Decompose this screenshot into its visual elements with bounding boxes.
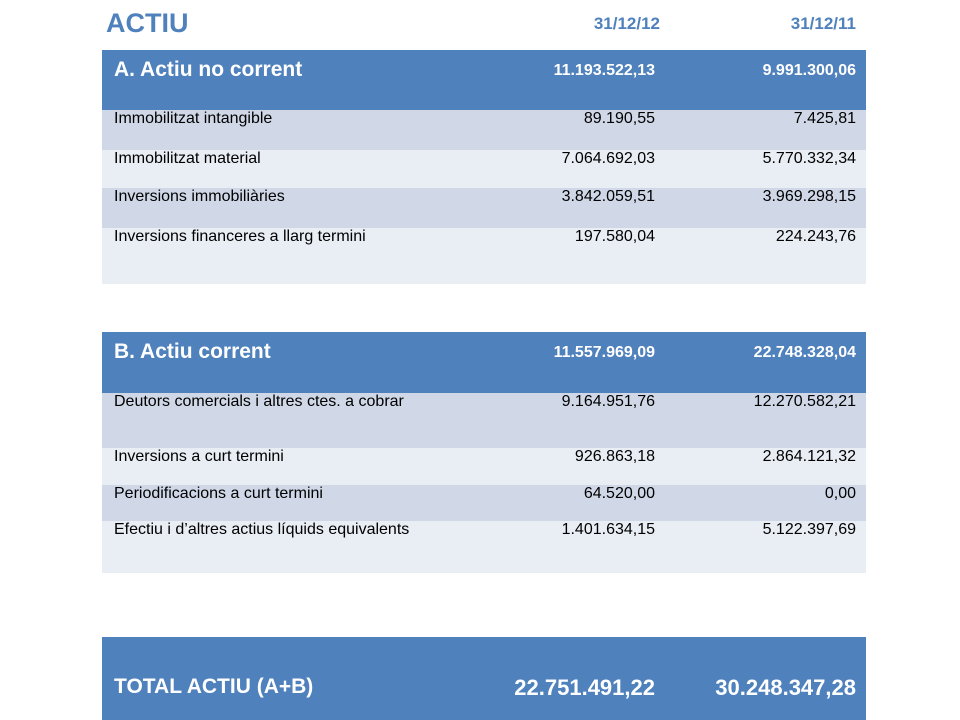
- row-current-value: 7.064.692,03: [505, 150, 665, 188]
- row-label: Periodificacions a curt termini: [102, 485, 505, 521]
- section-previous-value: 22.748.328,04: [665, 332, 866, 393]
- table-row: [102, 485, 866, 521]
- section-header-row: [102, 332, 866, 393]
- row-previous-value: 5.770.332,34: [665, 150, 866, 188]
- row-label: Efectiu i d’altres actius líquids equivalents: [102, 521, 505, 573]
- current-assets-table: [102, 332, 866, 573]
- column-header-current-date: 31/12/12: [593, 14, 660, 33]
- header-row: [0, 0, 960, 50]
- table-row: [102, 150, 866, 188]
- row-previous-value: 5.122.397,69: [665, 521, 866, 573]
- row-label: Immobilitzat intangible: [102, 110, 505, 150]
- section-current-value: 11.193.522,13: [505, 50, 665, 110]
- row-label: Inversions a curt termini: [102, 448, 505, 485]
- section-previous-value: 9.991.300,06: [665, 50, 866, 110]
- table-row: [102, 228, 866, 284]
- total-current-value: 22.751.491,22: [514, 675, 655, 700]
- table-row: [102, 393, 866, 448]
- row-current-value: 197.580,04: [505, 228, 665, 284]
- row-current-value: 64.520,00: [505, 485, 665, 521]
- total-assets-row: [102, 637, 866, 720]
- row-label: Inversions financeres a llarg termini: [102, 228, 505, 284]
- row-previous-value: 224.243,76: [665, 228, 866, 284]
- page-title: ACTIU: [106, 8, 189, 38]
- table-row: [102, 521, 866, 573]
- row-current-value: 9.164.951,76: [505, 393, 665, 448]
- row-previous-value: 7.425,81: [665, 110, 866, 150]
- row-label: Inversions immobiliàries: [102, 188, 505, 228]
- row-current-value: 926.863,18: [505, 448, 665, 485]
- total-previous-value: 30.248.347,28: [715, 675, 856, 700]
- non-current-assets-table: [102, 50, 866, 284]
- table-row: [102, 448, 866, 485]
- row-current-value: 3.842.059,51: [505, 188, 665, 228]
- section-label: A. Actiu no corrent: [102, 50, 505, 110]
- row-current-value: 89.190,55: [505, 110, 665, 150]
- table-row: [102, 110, 866, 150]
- row-label: Deutors comercials i altres ctes. a cobrar: [102, 393, 505, 448]
- total-label: TOTAL ACTIU (A+B): [114, 675, 314, 698]
- row-previous-value: 12.270.582,21: [665, 393, 866, 448]
- row-previous-value: 2.864.121,32: [665, 448, 866, 485]
- section-current-value: 11.557.969,09: [505, 332, 665, 393]
- column-header-previous-date: 31/12/11: [790, 14, 856, 33]
- row-label: Immobilitzat material: [102, 150, 505, 188]
- row-current-value: 1.401.634,15: [505, 521, 665, 573]
- table-row: [102, 188, 866, 228]
- section-label: B. Actiu corrent: [102, 332, 505, 393]
- row-previous-value: 3.969.298,15: [665, 188, 866, 228]
- section-header-row: [102, 50, 866, 110]
- row-previous-value: 0,00: [665, 485, 866, 521]
